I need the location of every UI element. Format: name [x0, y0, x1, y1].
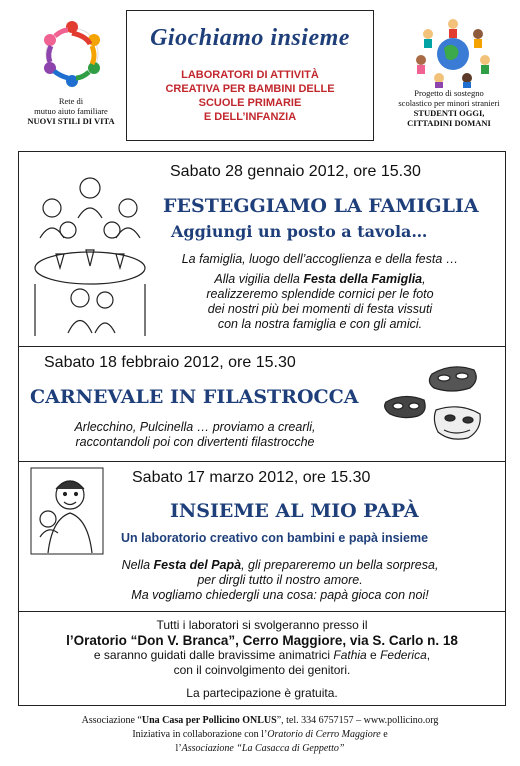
- subtitle-line2: CREATIVA PER BAMBINI DELLE: [165, 83, 335, 95]
- info-line3-pre: e saranno guidati dalle bravissime animatrici: [93, 648, 334, 662]
- right-caption: [385, 88, 513, 128]
- event1-line1: La famiglia, luogo dell’accoglienza e della festa …: [181, 252, 459, 266]
- info-line4: con il coinvolgimento dei genitori.: [173, 663, 351, 677]
- info-name1: Fathia: [333, 648, 367, 662]
- event3-headline: INSIEME AL MIO PAPÀ: [170, 500, 419, 522]
- info-line3-post: ,: [426, 648, 431, 662]
- right-caption-line2: scolastico per minori stranieri: [398, 98, 500, 108]
- event-divider-1: [18, 346, 506, 347]
- footer-line2-pre: Iniziativa in collaborazione con l’: [132, 729, 268, 740]
- right-caption-line3: STUDENTI OGGI,: [413, 108, 485, 118]
- footer-line3: [0, 742, 520, 756]
- family-table-illustration: [30, 158, 150, 338]
- event1-line2-bold: Festa della Famiglia: [303, 272, 423, 286]
- event2-line2: raccontandoli poi con divertenti filastrocche: [75, 435, 315, 449]
- carnival-masks-illustration: [380, 358, 490, 454]
- event3-line1-bold: Festa del Papà: [153, 558, 242, 572]
- subtitle-line4: E DELL’INFANZIA: [203, 111, 297, 123]
- event2-line1: Arlecchino, Pulcinella … proviamo a crearli,: [74, 420, 316, 434]
- father-child-illustration: [30, 467, 104, 555]
- event1-headline: FESTEGGIAMO LA FAMIGLIA: [163, 195, 479, 217]
- footer-line2-post: e: [380, 729, 388, 740]
- info-line2: l’Oratorio “Don V. Branca”, Cerro Maggiore, via S. Carlo n. 18: [66, 633, 458, 648]
- info-line1: Tutti i laboratori si svolgeranno presso il: [156, 618, 368, 632]
- subtitle-line1: LABORATORI DI ATTIVITÀ: [181, 69, 319, 81]
- event3-line2: per dirgli tutto il nostro amore.: [197, 573, 363, 587]
- page-title: Giochiamo insieme: [150, 25, 350, 51]
- title-box: [126, 10, 374, 141]
- event1-line2-post: ,: [422, 272, 426, 286]
- footer-line3-pre: l’: [175, 743, 182, 754]
- left-caption-line1: Rete di: [58, 96, 84, 106]
- left-caption-line2: mutuo aiuto familiare: [34, 106, 108, 116]
- event2-headline: CARNEVALE IN FILASTROCCA: [30, 386, 359, 408]
- info-line3: [18, 648, 506, 663]
- left-caption-line3: NUOVI STILI DI VITA: [27, 116, 115, 126]
- event3-subheadline: Un laboratorio creativo con bambini e papà insieme: [121, 531, 429, 545]
- info-line3-mid: e: [366, 648, 381, 662]
- right-caption-line4: CITTADINI DOMANI: [407, 118, 491, 128]
- info-section: [18, 618, 506, 701]
- event1-line4: dei nostri più bei momenti di festa vissuti: [207, 302, 433, 316]
- event1-line5: con la nostra famiglia e con gli amici.: [217, 317, 423, 331]
- footer-line2-italic: Oratorio di Cerro Maggiore: [267, 729, 381, 740]
- event-divider-3: [18, 611, 506, 612]
- footer-line1-post: ”, tel. 334 6757157 – www.pollicino.org: [276, 715, 439, 726]
- footer-line3-italic: Associazione “La Casacca di Geppetto”: [181, 743, 345, 754]
- event3-date: Sabato 17 marzo 2012, ore 15.30: [132, 469, 371, 486]
- footer-line2: [0, 728, 520, 742]
- event1-subheadline: Aggiungi un posto a tavola…: [171, 222, 428, 241]
- footer-line1-bold: Una Casa per Pollicino ONLUS: [141, 715, 277, 726]
- rete-logo: [34, 14, 110, 94]
- footer: [0, 714, 520, 756]
- event1-line3: realizzeremo splendide cornici per le foto: [206, 287, 434, 301]
- event1-line2-pre: Alla vigilia della: [214, 272, 304, 286]
- event1-description: [150, 252, 490, 332]
- event3-line1-pre: Nella: [121, 558, 154, 572]
- event3-line1-post: , gli prepareremo un bella sorpresa,: [241, 558, 439, 572]
- event3-line1: [80, 558, 480, 573]
- children-globe-logo: [412, 16, 494, 88]
- event1-date: Sabato 28 gennaio 2012, ore 15.30: [170, 163, 421, 180]
- event2-date: Sabato 18 febbraio 2012, ore 15.30: [44, 354, 296, 371]
- footer-line1: [0, 714, 520, 728]
- subtitle-line3: SCUOLE PRIMARIE: [198, 97, 302, 109]
- event-divider-2: [18, 461, 506, 462]
- info-line5: La partecipazione è gratuita.: [186, 686, 338, 700]
- event2-description: [30, 420, 360, 450]
- info-name2: Federica: [380, 648, 427, 662]
- right-caption-line1: Progetto di sostegno: [414, 88, 484, 98]
- event3-line3: Ma vogliamo chiedergli una cosa: papà gioca con noi!: [131, 588, 429, 602]
- event3-description: [80, 558, 480, 603]
- event1-line2: [150, 272, 490, 287]
- footer-line1-pre: Associazione “: [81, 715, 142, 726]
- left-caption: [12, 96, 130, 126]
- page-subtitle: [127, 68, 373, 124]
